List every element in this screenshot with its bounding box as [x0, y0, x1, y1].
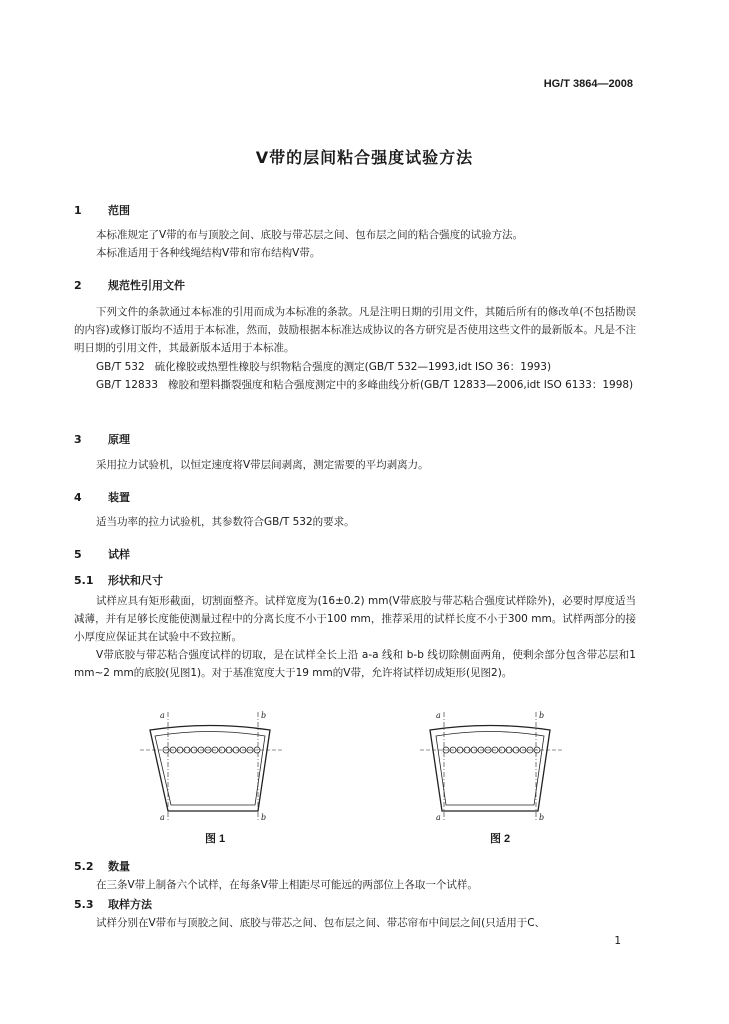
- reference-1: [74, 358, 636, 376]
- subsection-5-2-paragraph: 在三条V带上制备六个试样，在每条V带上相距尽可能远的两部位上各取一个试样。: [96, 879, 478, 891]
- section-title: 规范性引用文件: [108, 279, 185, 292]
- section-3-paragraph: 采用拉力试验机，以恒定速度将V带层间剥离，测定需要的平均剥离力。: [96, 459, 429, 471]
- subsection-5-3-paragraph: 试样分别在V带布与顶胶之间、底胶与带芯之间、包布层之间、带芯帘布中间层之间(只适用于C、: [96, 917, 546, 929]
- figure-2-diagram: [410, 708, 575, 823]
- v-belt-inner-outline: [155, 732, 265, 806]
- subsection-title: 形状和尺寸: [108, 574, 163, 587]
- section-1-heading: [74, 202, 130, 218]
- v-belt-inner-outline: [436, 732, 544, 806]
- section-number: 4: [74, 491, 82, 504]
- subsection-5-2-heading: [74, 858, 130, 874]
- section-2-heading: [74, 277, 185, 293]
- subsection-5-1-paragraph-2: V带底胶与带芯粘合强度试样的切取，是在试样全长上沿 a-a 线和 b-b 线切除侧面两角，使剩余部分包含带芯层和1 mm~2 mm的底胶(见图1)。对于基准宽度大于19 mm的V带，允许将试样切成矩形(见图2)。: [74, 649, 636, 679]
- section-1-paragraph-1: 本标准规定了V带的布与顶胶之间、底胶与带芯层之间、包布层之间的粘合强度的试验方法。: [96, 229, 524, 241]
- page-number: 1: [614, 935, 621, 947]
- section-title: 范围: [108, 204, 130, 217]
- subsection-number: 5.1: [74, 574, 94, 587]
- v-belt-outline: [430, 726, 550, 812]
- figure-2-caption: 图 2: [490, 833, 511, 845]
- section-5-heading: [74, 546, 130, 562]
- section-number: 5: [74, 548, 82, 561]
- section-number: 2: [74, 279, 82, 292]
- section-3-heading: [74, 431, 130, 447]
- reference-text: 橡胶和塑料撕裂强度和粘合强度测定中的多峰曲线分析(GB/T 12833—2006,idt ISO 6133：1998): [168, 379, 634, 391]
- figure-1-diagram: [128, 708, 293, 823]
- label-a-bottom: a: [160, 813, 165, 822]
- reference-text: 硫化橡胶或热塑性橡胶与织物粘合强度的测定(GB/T 532—1993,idt ISO 36：1993): [154, 361, 552, 373]
- figure-1: [128, 708, 293, 827]
- document-title: V带的层间粘合强度试验方法: [255, 148, 474, 167]
- label-b-bottom: b: [261, 813, 267, 822]
- reference-code: GB/T 12833: [96, 379, 159, 391]
- subsection-5-1-heading: [74, 572, 163, 588]
- section-title: 原理: [108, 433, 130, 446]
- section-1-paragraph-2: 本标准适用于各种线绳结构V带和帘布结构V带。: [96, 247, 321, 259]
- section-4-heading: [74, 489, 130, 505]
- figure-2: [410, 708, 575, 827]
- reference-code: GB/T 532: [96, 361, 145, 373]
- document-code: HG/T 3864—2008: [543, 78, 633, 90]
- subsection-title: 数量: [108, 860, 130, 873]
- subsection-number: 5.3: [74, 898, 94, 911]
- figure-1-caption: 图 1: [205, 833, 226, 845]
- section-title: 试样: [108, 548, 130, 561]
- label-a-top: a: [436, 711, 441, 720]
- v-belt-outline: [150, 726, 270, 812]
- reference-2: [74, 376, 636, 394]
- subsection-number: 5.2: [74, 860, 94, 873]
- section-number: 3: [74, 433, 82, 446]
- label-b-top: b: [539, 711, 545, 720]
- section-title: 装置: [108, 491, 130, 504]
- subsection-5-1-paragraph-1: 试样应具有矩形截面，切割面整齐。试样宽度为(16±0.2) mm(V带底胶与带芯粘合强度试样除外)，必要时厚度适当减薄，并有足够长度能使测量过程中的分离长度不小于100 mm，推荐采用的试样长度不小于300 mm。试样两部分的接小厚度应保证其在试验中不致拉断。: [74, 595, 636, 643]
- subsection-title: 取样方法: [108, 898, 152, 911]
- section-2-paragraph: 下列文件的条款通过本标准的引用而成为本标准的条款。凡是注明日期的引用文件，其随后所有的修改单(不包括勘误的内容)或修订版均不适用于本标准，然而，鼓励根据本标准达成协议的各方研究是否使用这些文件的最新版本。凡是不注明日期的引用文件，其最新版本适用于本标准。: [74, 306, 636, 354]
- section-4-paragraph: 适当功率的拉力试验机，其参数符合GB/T 532的要求。: [96, 516, 355, 528]
- label-a-bottom: a: [436, 813, 441, 822]
- label-a-top: a: [160, 711, 165, 720]
- subsection-5-3-heading: [74, 896, 152, 912]
- section-number: 1: [74, 204, 82, 217]
- label-b-bottom: b: [539, 813, 545, 822]
- label-b-top: b: [261, 711, 267, 720]
